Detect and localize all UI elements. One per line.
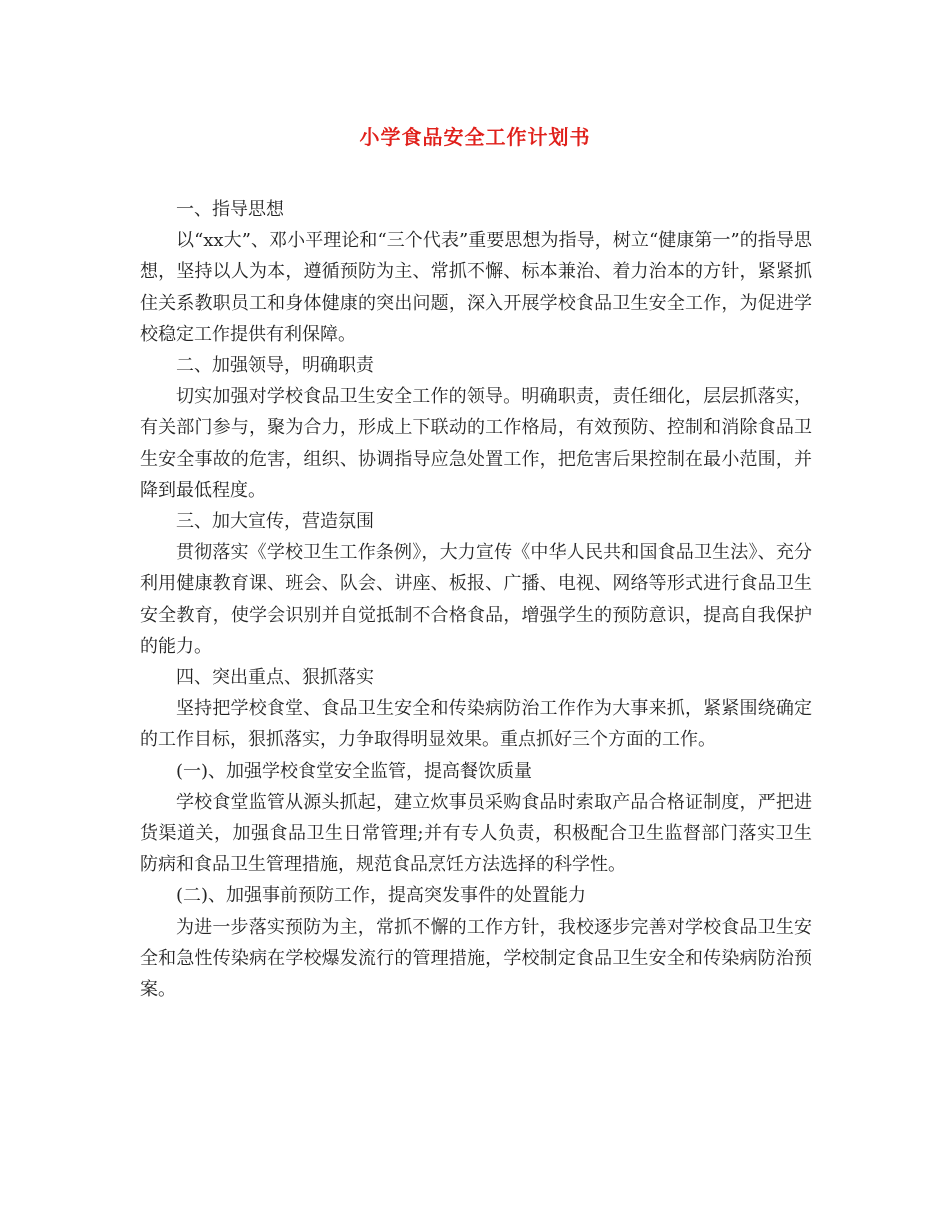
section-heading-guiding-ideology: 一、指导思想	[176, 199, 284, 220]
document-body	[140, 194, 812, 1005]
paragraph-leadership: 切实加强对学校食品卫生安全工作的领导。明确职责，责任细化，层层抓落实，有关部门参与，聚为合力，形成上下联动的工作格局，有效预防、控制和消除食品卫生安全事故的危害，组织、协调指导应急处置工作，把危害后果控制在最小范围，并降到最低程度。	[140, 386, 812, 501]
section-heading-leadership: 二、加强领导，明确职责	[176, 355, 374, 377]
document-title: 小学食品安全工作计划书	[359, 125, 591, 149]
subsection-heading-canteen: (一)、加强学校食堂安全监管，提高餐饮质量	[176, 760, 533, 782]
paragraph-publicity: 贯彻落实《学校卫生工作条例》，大力宣传《中华人民共和国食品卫生法》、充分利用健康教育课、班会、队会、讲座、板报、广播、电视、网络等形式进行食品卫生安全教育，使学会识别并自觉抵制不合格食品，增强学生的预防意识，提高自我保护的能力。	[140, 542, 812, 657]
paragraph-guiding-ideology: 以“xx大”、邓小平理论和“三个代表”重要思想为指导，树立“健康第一”的指导思想，坚持以人为本，遵循预防为主、常抓不懈、标本兼治、着力治本的方针，紧紧抓住关系教职员工和身体健康的突出问题，深入开展学校食品卫生安全工作，为促进学校稳定工作提供有利保障。	[140, 230, 812, 345]
paragraph-key-points: 坚持把学校食堂、食品卫生安全和传染病防治工作作为大事来抓，紧紧围绕确定的工作目标，狠抓落实，力争取得明显效果。重点抓好三个方面的工作。	[140, 698, 812, 751]
section-heading-key-points: 四、突出重点、狠抓落实	[176, 667, 374, 689]
subsection-heading-prevention: (二)、加强事前预防工作，提高突发事件的处置能力	[176, 885, 587, 907]
paragraph-prevention: 为进一步落实预防为主，常抓不懈的工作方针，我校逐步完善对学校食品卫生安全和急性传染病在学校爆发流行的管理措施，学校制定食品卫生安全和传染病防治预案。	[140, 916, 812, 1001]
paragraph-canteen: 学校食堂监管从源头抓起，建立炊事员采购食品时索取产品合格证制度，严把进货渠道关，加强食品卫生日常管理;并有专人负责，积极配合卫生监督部门落实卫生防病和食品卫生管理措施，规范食品烹饪方法选择的科学性。	[140, 791, 812, 876]
section-heading-publicity: 三、加大宣传，营造氛围	[176, 511, 374, 533]
